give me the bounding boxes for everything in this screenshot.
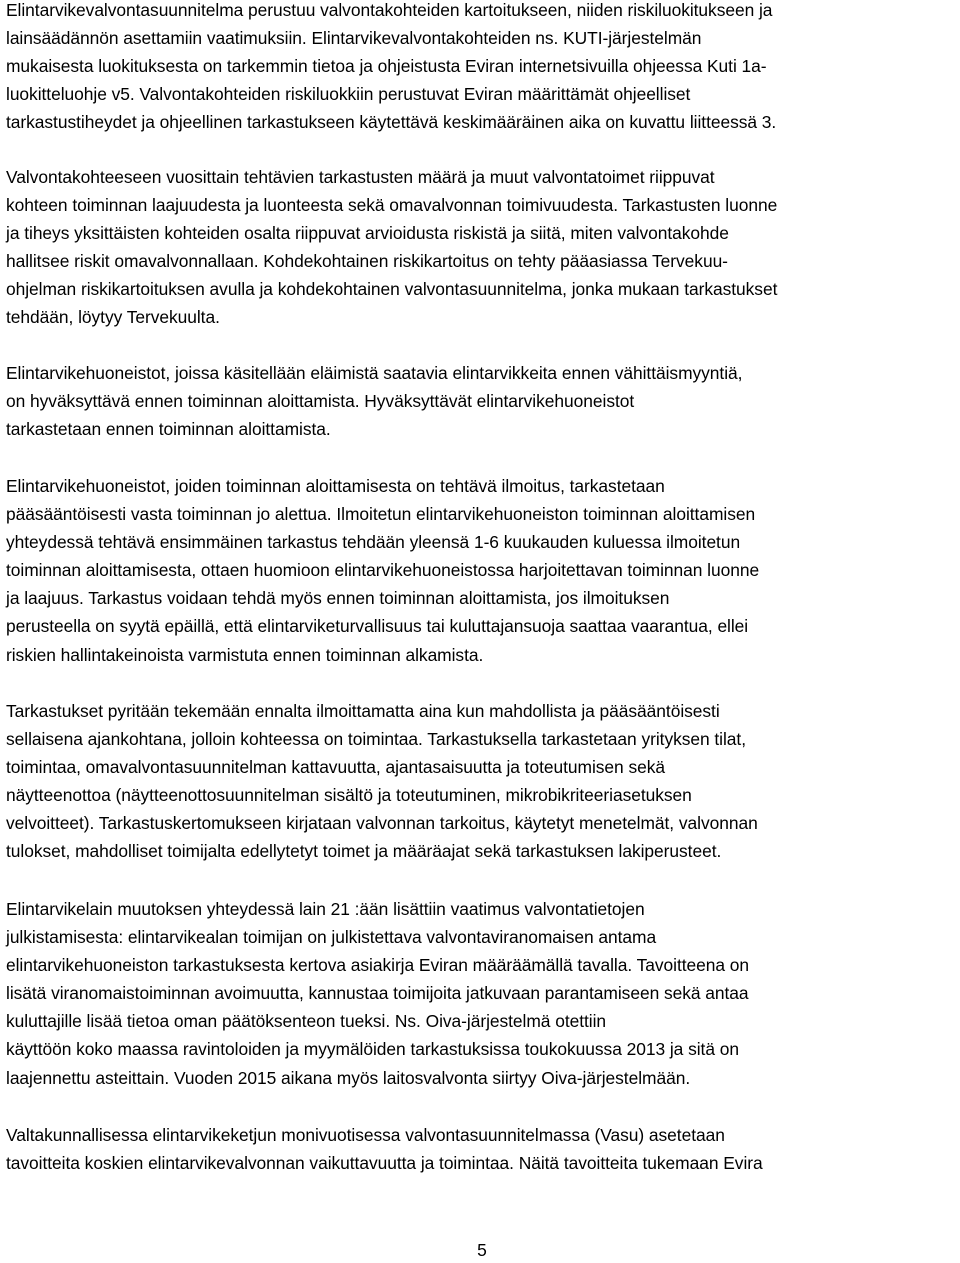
text-line: lainsäädännön asettamiin vaatimuksiin. Elintarvikevalvontakohteiden ns. KUTI-järjestelmän bbox=[6, 28, 702, 49]
text-line: elintarvikehuoneiston tarkastuksesta kertova asiakirja Eviran määräämällä tavalla. Tavoitteena on bbox=[6, 955, 750, 976]
text-line: Elintarvikehuoneistot, joiden toiminnan aloittamisesta on tehtävä ilmoitus, tarkastetaan bbox=[6, 476, 665, 496]
text-line: kuluttajille lisää tietoa oman päätöksenteon tueksi. Ns. Oiva-järjestelmä otettiin bbox=[6, 1011, 607, 1032]
paragraph-7 bbox=[6, 1121, 958, 1177]
text-line: sellaisena ajankohtana, jolloin kohteessa on toimintaa. Tarkastuksella tarkastetaan yrityksen tilat, bbox=[6, 729, 746, 750]
text-line: laajennettu asteittain. Vuoden 2015 aikana myös laitosvalvonta siirtyy Oiva-järjestelmään. bbox=[6, 1067, 691, 1088]
text-line: julkistamisesta: elintarvikealan toimijan on julkistettava valvontaviranomaisen antama bbox=[6, 927, 657, 948]
text-line: perusteella on syytä epäillä, että elintarviketurvallisuus tai kuluttajansuoja saattaa vaarantua, ellei bbox=[6, 616, 749, 637]
text-line: kohteen toiminnan laajuudesta ja luonteesta sekä omavalvonnan toimivuudesta. Tarkastusten luonne bbox=[6, 195, 778, 216]
text-line: luokitteluohje v5. Valvontakohteiden riskiluokkiin perustuvat Eviran määrittämät ohjeelliset bbox=[6, 84, 691, 105]
paragraph-5 bbox=[6, 697, 958, 866]
paragraph-6 bbox=[6, 895, 958, 1092]
paragraph-4 bbox=[6, 472, 958, 669]
text-line: Elintarvikehuoneistot, joissa käsitellään eläimistä saatavia elintarvikkeita ennen vähittäismyyntiä, bbox=[6, 363, 743, 383]
paragraph-2 bbox=[6, 163, 958, 332]
text-line: lisätä viranomaistoiminnan avoimuutta, kannustaa toimijoita jatkuvaan parantamiseen sekä antaa bbox=[6, 983, 749, 1004]
text-line: tulokset, mahdolliset toimijalta edellytetyt toimet ja määräajat sekä tarkastuksen lakiperusteet. bbox=[6, 841, 722, 862]
text-line: yhteydessä tehtävä ensimmäinen tarkastus tehdään yleensä 1-6 kuukauden kuluessa ilmoitetun bbox=[6, 532, 741, 553]
paragraph-1 bbox=[6, 0, 958, 136]
text-line: näytteenottoa (näytteenottosuunnitelman sisältö ja toteutuminen, mikrobikriteeriasetuksen bbox=[6, 785, 692, 806]
text-line: riskien hallintakeinoista varmistuta ennen toiminnan alkamista. bbox=[6, 644, 484, 665]
text-line: toiminnan aloittamisesta, ottaen huomioon elintarvikehuoneistossa harjoitettavan toiminnan luonne bbox=[6, 560, 760, 581]
page-number: 5 bbox=[477, 1240, 487, 1260]
text-line: tehdään, löytyy Tervekuulta. bbox=[6, 307, 220, 328]
text-line: Tarkastukset pyritään tekemään ennalta ilmoittamatta aina kun mahdollista ja pääsääntöisesti bbox=[6, 701, 720, 721]
paragraph-3 bbox=[6, 359, 958, 443]
text-line: Elintarvikevalvontasuunnitelma perustuu valvontakohteiden kartoitukseen, niiden riskiluokitukseen ja bbox=[6, 0, 773, 20]
text-line: tarkastustiheydet ja ohjeellinen tarkastukseen käytettävä keskimääräinen aika on kuvattu liitteessä 3. bbox=[6, 112, 777, 133]
text-line: pääsääntöisesti vasta toiminnan jo alettua. Ilmoitetun elintarvikehuoneiston toiminnan aloittamisen bbox=[6, 504, 756, 525]
text-line: toimintaa, omavalvontasuunnitelman kattavuutta, ajantasaisuutta ja toteutumisen sekä bbox=[6, 757, 665, 778]
text-line: käyttöön koko maassa ravintoloiden ja myymälöiden tarkastuksissa toukokuussa 2013 ja sitä on bbox=[6, 1039, 739, 1060]
text-line: tarkastetaan ennen toiminnan aloittamista. bbox=[6, 419, 331, 440]
text-line: hallitsee riskit omavalvonnallaan. Kohdekohtainen riskikartoitus on tehty pääasiassa Tervekuu- bbox=[6, 251, 728, 272]
text-line: tavoitteita koskien elintarvikevalvonnan vaikuttavuutta ja toimintaa. Näitä tavoitteita tukemaan Evira bbox=[6, 1153, 763, 1174]
text-line: Elintarvikelain muutoksen yhteydessä lain 21 :ään lisättiin vaatimus valvontatietojen bbox=[6, 899, 645, 919]
text-line: ohjelman riskikartoituksen avulla ja kohdekohtainen valvontasuunnitelma, jonka mukaan tarkastukset bbox=[6, 279, 778, 300]
text-line: Valtakunnallisessa elintarvikeketjun monivuotisessa valvontasuunnitelmassa (Vasu) asetetaan bbox=[6, 1125, 725, 1145]
text-line: on hyväksyttävä ennen toiminnan aloittamista. Hyväksyttävät elintarvikehuoneistot bbox=[6, 391, 635, 412]
text-line: ja tiheys yksittäisten kohteiden osalta riippuvat arvioidusta riskistä ja siitä, miten valvontakohde bbox=[6, 223, 729, 244]
text-line: mukaisesta luokituksesta on tarkemmin tietoa ja ohjeistusta Eviran internetsivuilla ohjeessa Kuti 1a- bbox=[6, 56, 767, 77]
text-line: ja laajuus. Tarkastus voidaan tehdä myös ennen toiminnan aloittamista, jos ilmoituksen bbox=[6, 588, 670, 609]
text-line: velvoitteet). Tarkastuskertomukseen kirjataan valvonnan tarkoitus, käytetyt menetelmät, valvonnan bbox=[6, 813, 758, 834]
text-line: Valvontakohteeseen vuosittain tehtävien tarkastusten määrä ja muut valvontatoimet riippuvat bbox=[6, 167, 715, 187]
